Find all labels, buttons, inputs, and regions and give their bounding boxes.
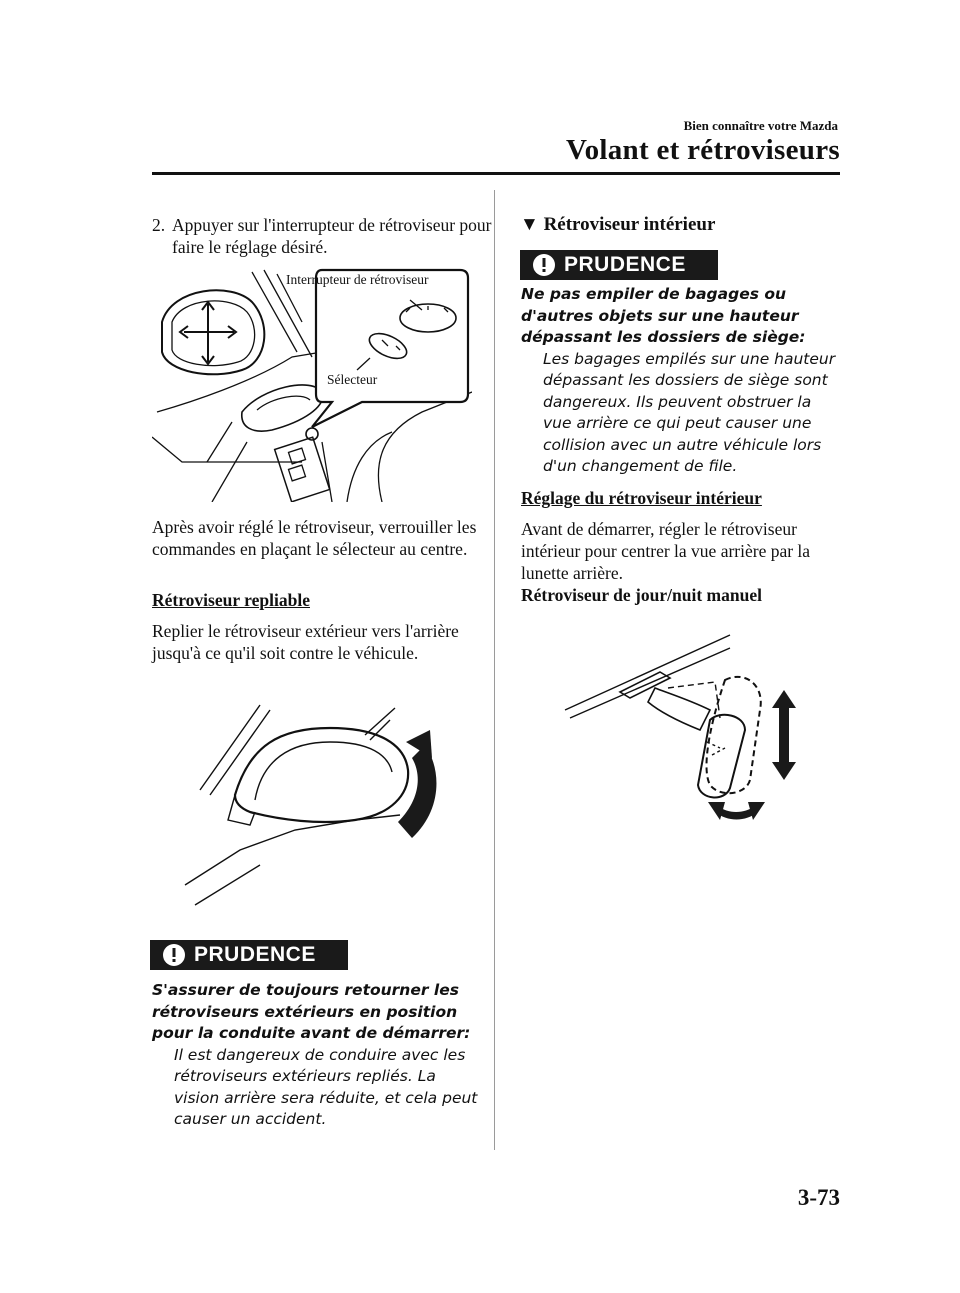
page-number: 3-73: [797, 1185, 840, 1210]
day-night-mirror-figure: [560, 630, 830, 830]
warning-icon: [532, 253, 556, 277]
folding-heading: Rétroviseur repliable: [152, 590, 310, 610]
adjust-heading: Réglage du rétroviseur intérieur: [521, 488, 762, 508]
step-text: Appuyer sur l'interrupteur de rétroviseur pour faire le réglage désiré.: [172, 215, 492, 257]
caution-2: [521, 284, 841, 478]
header-section-label: Bien connaître votre Mazda: [683, 118, 838, 133]
caution-2-title: Ne pas empiler de bagages ou d'autres objets sur une hauteur dépassant les dossiers de siège:: [521, 285, 806, 346]
folding-mirror-figure: [180, 700, 450, 910]
caution-1-body: Il est dangereux de conduire avec les rétroviseurs extérieurs repliés. La vision arrière sera réduite, et cela peut causer un accident.: [174, 1045, 478, 1128]
heading-marker-icon: ▼: [520, 214, 539, 235]
callout-switch-label: Interrupteur de rétroviseur: [286, 272, 429, 287]
page-title: Volant et rétroviseurs: [565, 134, 840, 166]
column-divider: [494, 190, 495, 1150]
caution-2-body: Les bagages empilés sur une hauteur dépassant les dossiers de siège sont dangereux. Ils peuvent obstruer la vue arrière ce qui peut causer une collision avec un autre véhicule lors d'un changement de file.: [543, 349, 836, 475]
after-adjust-text: Après avoir réglé le rétroviseur, verrouiller les commandes en plaçant le sélecteur au centre.: [152, 517, 477, 559]
caution-label-1: PRUDENCE: [194, 943, 316, 966]
caution-badge-2: [520, 250, 718, 280]
interior-mirror-heading: ▼ Rétroviseur intérieur: [520, 214, 716, 235]
step-number: 2.: [152, 215, 166, 235]
callout-selector-label: Sélecteur: [327, 372, 378, 387]
mirror-switch-figure: [152, 262, 472, 502]
manual-heading: Rétroviseur de jour/nuit manuel: [521, 585, 762, 605]
adjust-text: Avant de démarrer, régler le rétroviseur intérieur pour centrer la vue arrière par la lunette arrière.: [521, 519, 811, 583]
caution-badge-1: [150, 940, 348, 970]
warning-icon: [162, 943, 186, 967]
header-rule: [152, 172, 840, 175]
caution-1: [152, 980, 482, 1131]
caution-1-title: S'assurer de toujours retourner les rétroviseurs extérieurs en position pour la conduite avant de démarrer:: [152, 981, 471, 1042]
folding-text: Replier le rétroviseur extérieur vers l'arrière jusqu'à ce qu'il soit contre le véhicule.: [152, 621, 459, 663]
caution-label-2: PRUDENCE: [564, 253, 686, 276]
